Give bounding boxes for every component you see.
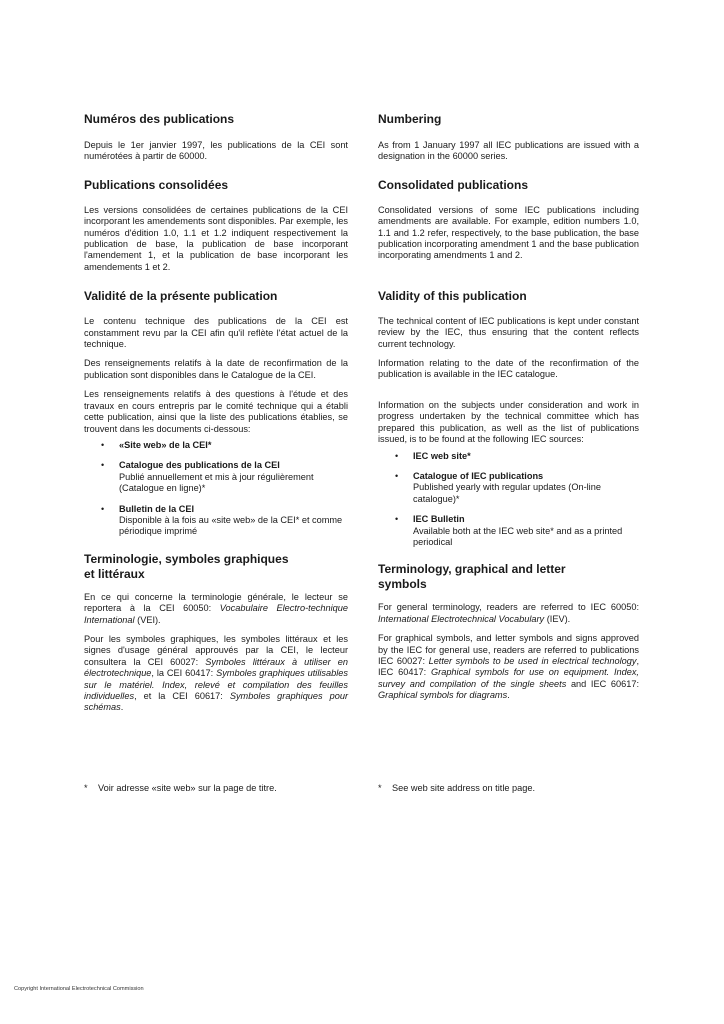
sources-list: [378, 451, 639, 549]
section-title-consolidated: Consolidated publications: [378, 177, 529, 192]
title-line: Terminologie, symboles graphiques: [84, 551, 289, 566]
list-item-title: Bulletin de la CEI: [119, 503, 195, 514]
paragraph: Le contenu technique des publications de la CEI est constamment revu par la CEI afin qu'il reflète l'état actuel de la technique.: [84, 316, 348, 350]
paragraph: As from 1 January 1997 all IEC publications are issued with a designation in the 60000 series.: [378, 140, 639, 162]
paragraph: Des renseignements relatifs à la date de reconfirmation de la publication sont disponibles dans le Catalogue de la CEI.: [84, 358, 348, 380]
bullet-icon: •: [395, 514, 399, 525]
section-title-consolidated: Publications consolidées: [84, 177, 229, 192]
section-title-validity: Validité de la présente publication: [84, 289, 278, 304]
list-item: [378, 514, 639, 548]
english-column: [378, 112, 639, 710]
footnote-marker: *: [84, 783, 88, 793]
paragraph: Information relating to the date of the reconfirmation of the publication is available in the IEC catalogue.: [378, 358, 639, 380]
paragraph: Les renseignements relatifs à des questions à l'étude et des travaux en cours entrepris par le comité technique qui a établi cette publication, ainsi que la liste des publications établies, se trouvent dans les documents ci-dessous:: [84, 389, 348, 434]
list-item-title: IEC web site*: [413, 450, 471, 461]
list-item-description: Publié annuellement et mis à jour régulièrement (Catalogue en ligne)*: [119, 471, 314, 494]
footnote-right: [378, 783, 535, 794]
list-item-description: Published yearly with regular updates (On-line catalogue)*: [413, 482, 601, 504]
footnote-text: Voir adresse «site web» sur la page de titre.: [98, 783, 277, 793]
title-line: symbols: [378, 577, 427, 592]
paragraph: Information on the subjects under consideration and work in progress undertaken by the technical committee which has prepared this publication, as well as the list of publications issued, is to be found at the following IEC sources:: [378, 399, 639, 445]
copyright-notice: Copyright International Electrotechnical Commission: [14, 986, 144, 992]
list-item-description: Disponible à la fois au «site web» de la CEI* et comme périodique imprimé: [119, 514, 343, 537]
list-item-title: Catalogue of IEC publications: [413, 470, 544, 481]
footnote-text: See web site address on title page.: [392, 783, 536, 793]
list-item: [378, 451, 639, 462]
title-line: Terminology, graphical and letter: [378, 562, 566, 577]
section-title-terminology: [84, 552, 348, 582]
bullet-icon: •: [101, 439, 105, 450]
section-title-terminology: [378, 562, 639, 592]
list-item-title: «Site web» de la CEI*: [119, 439, 212, 450]
list-item: [84, 440, 348, 451]
footnote-marker: *: [378, 783, 382, 793]
list-item-title: IEC Bulletin: [413, 514, 465, 525]
footnote-left: [84, 783, 277, 794]
paragraph: For general terminology, readers are referred to IEC 60050: International Electrotechnical Vocabulary (IEV).: [378, 602, 639, 624]
list-item: [84, 460, 348, 494]
bullet-icon: •: [395, 470, 399, 481]
sources-list: [84, 440, 348, 538]
title-line: et littéraux: [84, 566, 145, 581]
list-item-title: Catalogue des publications de la CEI: [119, 460, 280, 471]
list-item: [378, 471, 639, 505]
paragraph: For graphical symbols, and letter symbols and signs approved by the IEC for general use, readers are referred to publications IEC 60027: Letter symbols to be used in electrical technology, IEC 60417: Graphical symbols for use on equipment. Index, survey and compilation of the single sheets and IEC 60617: Graphical symbols for diagrams.: [378, 633, 640, 701]
section-title-validity: Validity of this publication: [378, 288, 527, 303]
bullet-icon: •: [101, 503, 105, 514]
paragraph: En ce qui concerne la terminologie générale, le lecteur se reportera à la CEI 60050: Vocabulaire Electro-technique International (VEI).: [84, 591, 348, 625]
paragraph: Les versions consolidées de certaines publications de la CEI incorporant les amendements sont disponibles. Par exemple, les numéros d'édition 1.0, 1.1 et 1.2 indiquent respectivement la publication de base, la publication de base incorporant l'amendement 1, et la publication de base incorporant les amendements 1 et 2.: [84, 204, 348, 272]
paragraph: Consolidated versions of some IEC publications including amendments are available. For example, edition numbers 1.0, 1.1 and 1.2 refer, respectively, to the base publication, the base publication incorporating amendment 1 and the base publication incorporating amendments 1 and 2.: [378, 204, 639, 261]
bullet-icon: •: [101, 460, 105, 471]
paragraph: Depuis le 1er janvier 1997, les publications de la CEI sont numérotées à partir de 60000.: [84, 140, 348, 162]
section-title-numbering: Numbering: [378, 112, 442, 126]
list-item-description: Available both at the IEC web site* and as a printed periodical: [413, 525, 623, 547]
bullet-icon: •: [395, 450, 399, 461]
paragraph: The technical content of IEC publications is kept under constant review by the IEC, thus ensuring that the content reflects current technology.: [378, 315, 639, 349]
paragraph: Pour les symboles graphiques, les symboles littéraux et les signes d'usage général approuvés par la CEI, le lecteur consultera la CEI 60027: Symboles littéraux à utiliser en électrotechnique, la CEI 60417: Symboles graphiques utilisables sur le matériel. Index, relevé et compilation des feuilles individuelles, et la CEI 60617: Symboles graphiques pour schémas.: [84, 633, 349, 713]
section-title-numbering: Numéros des publications: [84, 112, 235, 126]
french-column: [84, 112, 348, 722]
list-item: [84, 504, 348, 538]
